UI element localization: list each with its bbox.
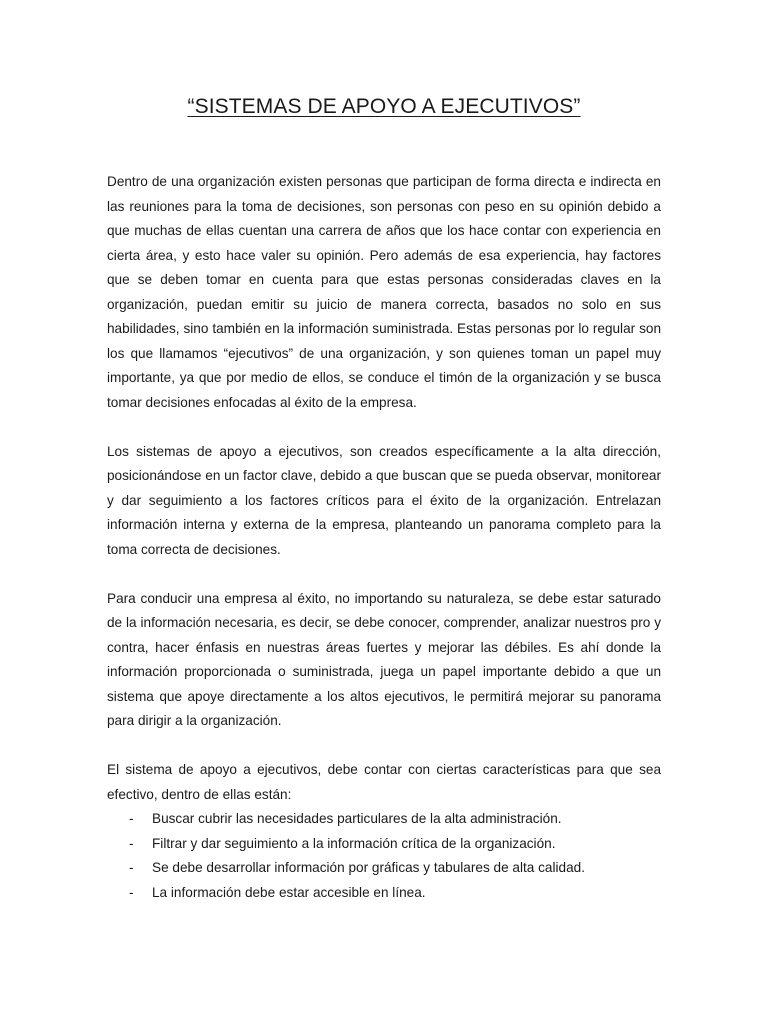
characteristics-list [107,807,661,905]
list-marker: - [129,860,134,875]
list-marker: - [129,811,134,826]
paragraph-3: Para conducir una empresa al éxito, no importando su naturaleza, se debe estar saturado de la información necesaria, es decir, se debe conocer, comprender, analizar nuestros pro y contra, hacer énfasis en nuestras áreas fuertes y mejorar las débiles. Es ahí donde la información proporcionada o suministrada, juega un papel importante debido a que un sistema que apoye directamente a los altos ejecutivos, le permitirá mejorar su panorama para dirigir a la organización. [107,590,661,728]
list-item-text: La información debe estar accesible en línea. [152,884,426,900]
list-item-text: Se debe desarrollar información por gráficas y tabulares de alta calidad. [152,860,585,875]
list-item-text: Filtrar y dar seguimiento a la información crítica de la organización. [152,835,556,851]
document-body [107,170,661,905]
list-item [107,881,661,906]
list-item [107,832,661,857]
document-title [0,94,768,120]
paragraph-4: El sistema de apoyo a ejecutivos, debe contar con ciertas características para que sea efectivo, dentro de ellas están: [107,762,661,802]
list-item [107,856,661,881]
document-title-text: “SISTEMAS DE APOYO A EJECUTIVOS” [187,95,581,118]
list-marker: - [129,884,134,900]
paragraph-1: Dentro de una organización existen personas que participan de forma directa e indirecta en las reuniones para la toma de decisiones, son personas con peso en su opinión debido a que muchas de ellas cuentan una carrera de años que los hace contar con experiencia en cierta área, y esto hace valer su opinión. Pero además de esa experiencia, hay factores que se deben tomar en cuenta para que estas personas consideradas claves en la organización, puedan emitir su juicio de manera correcta, basados no solo en sus habilidades, sino también en la información suministrada. Estas personas por lo regular son los que llamamos “ejecutivos” de una organización, y son quienes toman un papel muy importante, ya que por medio de ellos, se conduce el timón de la organización y se busca tomar decisiones enfocadas al éxito de la empresa. [107,174,661,410]
list-marker: - [129,835,134,851]
paragraph-2: Los sistemas de apoyo a ejecutivos, son creados específicamente a la alta dirección, posicionándose en un factor clave, debido a que buscan que se pueda observar, monitorear y dar seguimiento a los factores críticos para el éxito de la organización. Entrelazan información interna y externa de la empresa, planteando un panorama completo para la toma correcta de decisiones. [107,443,661,557]
list-item [107,807,661,832]
list-item-text: Buscar cubrir las necesidades particulares de la alta administración. [152,811,562,826]
